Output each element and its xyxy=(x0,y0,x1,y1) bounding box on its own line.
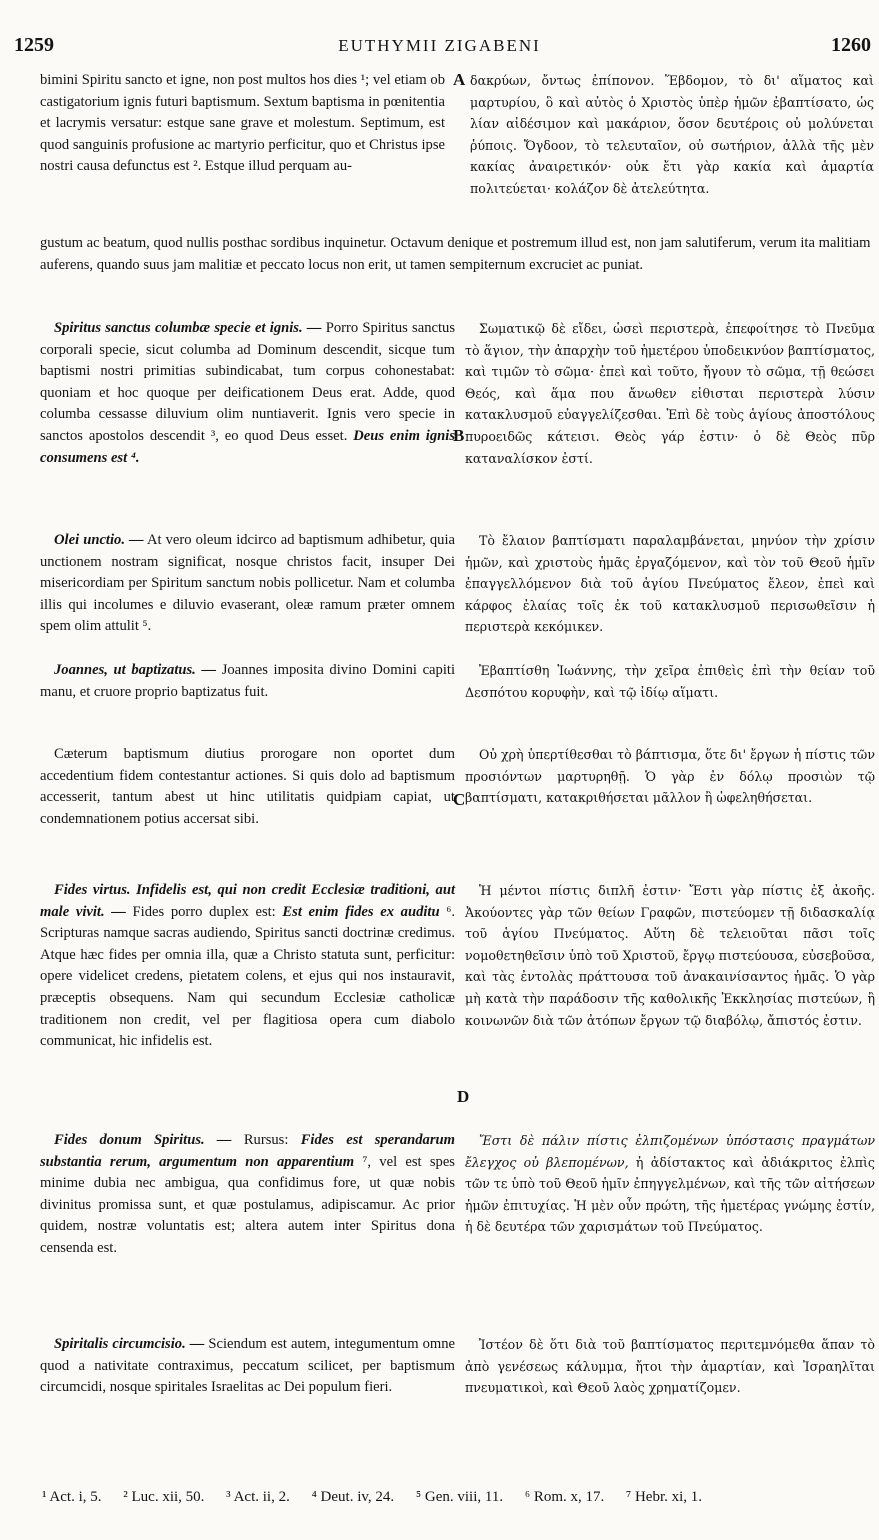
latin-text-joannes: Joannes imposita divino Domini capiti manu, et cruore proprio baptizatus fuit. xyxy=(40,662,455,700)
footnote-5: ⁵ Gen. viii, 11. xyxy=(415,1489,504,1505)
footnote-1: ¹ Act. i, 5. xyxy=(42,1489,102,1505)
running-title: EUTHYMII ZIGABENI xyxy=(338,36,541,55)
section-title-fides-donum: Fides donum Spiritus. — xyxy=(54,1132,232,1148)
latin-paragraph-caeterum: Cæterum baptismum diutius prorogare non oportet dum accedentium fidem contestantur actiones. Si quis dolo ad baptismum accesserit, tantum abest ut hinc utilitatis quidpiam capiat, ut condemnationem potius accersat sibi. xyxy=(40,746,455,827)
section-title-olei: Olei unctio. — xyxy=(54,532,144,548)
section-marker-d: D xyxy=(457,1087,470,1106)
greek-text-donum: ἡ ἀδίστακτος καὶ ἀδιάκριτος ἐλπὶς τῶν τε ὑπὸ τοῦ Θεοῦ ἡμῖν ἐπηγγελμένων, καὶ τῆς τῶν αἰτήσεων ἡμῶν ἐπιτυχίας. Ἡ μὲν οὖν πρώτη, τῆς ἡμετέρας γνώμης ἐστίν, ἡ δὲ δευτέρα τῶν χαρισμάτων τοῦ Πνεύματος. xyxy=(465,1154,875,1235)
greek-paragraph-fides-donum xyxy=(465,1130,875,1238)
latin-paragraph-fides xyxy=(40,880,455,1053)
latin-paragraph-1: bimini Spiritu sancto et igne, non post multos hos dies ¹; vel etiam ob castigatorium ignis futuri baptismum. Sextum baptisma in pœnitentia et lacrymis versatur: estque sane grave et molestum. Septimum, est quod sanguinis profusione ac martyrio perficitur, quo et Christus ipse nostri causa defunctus est ². Estque illud perquam au- xyxy=(40,72,445,175)
page-number-right: 1260 xyxy=(831,34,871,56)
latin-quote-hebr: Fides est sperandarum substantia rerum, argumentum non apparentium xyxy=(40,1132,455,1170)
greek-paragraph-spiritus: Σωματικῷ δὲ εἴδει, ὡσεὶ περιστερὰ, ἐπεφοίτησε τὸ Πνεῦμα τὸ ἅγιον, τὴν ἀπαρχὴν τοῦ ἡμετέρου ὑποδεικνύον βαπτίσματος, καὶ τιμῶν τὸ σῶμα· ἐπεὶ καὶ τοῦτο, ἤγουν τὸ σῶμα, τῇ θεώσει Θεός, καὶ ἅμα που ἄνωθεν εἰθισται περιστερὰ λύσιν κατακλυσμοῦ εὐαγγελίζεσθαι. Ἐπὶ δὲ τοὺς ἁγίους ἀποστόλους πυροειδῶς κάτεισι. Θεὸς γάρ ἐστιν· ὁ δὲ Θεὸς πῦρ καταναλίσκον ἐστί. xyxy=(465,321,875,466)
latin-quote-deus: Deus enim ignis consumens est ⁴. xyxy=(40,427,456,466)
latin-paragraph-circumcisio xyxy=(40,1334,455,1399)
section-title-spiritus: Spiritus sanctus columbæ specie et ignis. — xyxy=(54,320,322,336)
footnote-2: ² Luc. xii, 50. xyxy=(123,1489,205,1505)
section-marker-a: A xyxy=(453,70,466,89)
section-title-circumcisio: Spiritalis circumcisio. — xyxy=(54,1336,205,1352)
latin-paragraph-spiritus xyxy=(40,318,455,469)
latin-text-spiritus: Porro Spiritus sanctus corporali specie, sicut columba ad Dominum descendit, sicque tum baptismi nostri primitias subindicabat, tum corpus cohonestabat: quoniam et hoc quoque per deificationem Deus erat. Adde, quod columba cessasse diluvium olim nuntiaverit. Ignis vero specie in sanctos apostolos descendit ³, eo quod Deus esset. xyxy=(40,320,455,444)
latin-text-olei: At vero oleum idcirco ad baptismum adhibetur, quia unctionem nostram significat, nosque christos facit, insuper Dei misericordiam per Spiritum sanctum nobis pollicetur. Nam et columba illis qui incolumes e diluvio evaserant, oleæ ramum præter omnem spem olim attulit ⁵. xyxy=(40,532,455,635)
footnote-7: ⁷ Hebr. xi, 1. xyxy=(626,1489,703,1505)
latin-paragraph-1-continued: gustum ac beatum, quod nullis posthac sordibus inquinetur. Octavum denique et postremum illud est, non jam salutiferum, verum ita malitiam auferens, quando suus jam malitiæ et peccato locus non erit, ut tamen sempiternum excruciet ac puniat. xyxy=(40,235,871,273)
latin-text-donum-a: Rursus: xyxy=(243,1132,289,1148)
greek-paragraph-caeterum: Οὐ χρὴ ὑπερτίθεσθαι τὸ βάπτισμα, ὅτε δι' ἔργων ἡ πίστις τῶν προσιόντων μαρτυρηθῇ. Ὁ γὰρ ἐν δόλῳ προσιὼν τῷ βαπτίσματι, κατακριθήσεται μᾶλλον ἢ ὠφεληθήσεται. xyxy=(465,747,875,806)
latin-text-fides-a: Fides porro duplex est: xyxy=(132,903,276,920)
greek-paragraph-circumcisio: Ἰστέον δὲ ὅτι διὰ τοῦ βαπτίσματος περιτεμνόμεθα ἅπαν τὸ ἀπὸ γενέσεως κάλυμμα, ἤτοι τὴν ἁμαρτίαν, καὶ Ἰσραηλῖται πνευματικοὶ, καὶ Θεοῦ λαὸς χρηματίζομεν. xyxy=(465,1337,875,1396)
section-title-joannes: Joannes, ut baptizatus. — xyxy=(54,662,217,678)
section-title-fides: Fides virtus. Infidelis est, qui non credit Ecclesiæ traditioni, aut male vivit. — xyxy=(40,882,455,920)
page-number-left: 1259 xyxy=(14,34,54,56)
section-marker-c: C xyxy=(453,790,466,809)
footnote-3: ³ Act. ii, 2. xyxy=(226,1489,290,1505)
page-header xyxy=(0,30,879,64)
section-marker-b: B xyxy=(453,426,465,445)
footnote-6: ⁶ Rom. x, 17. xyxy=(524,1489,605,1505)
greek-paragraph-1: δακρύων, ὄντως ἐπίπονον. Ἕβδομον, τὸ δι' αἵματος καὶ μαρτυρίου, ὃ καὶ αὐτὸς ὁ Χριστὸς ὑπὲρ ἡμῶν ἐβαπτίσατο, ὡς λίαν αἰδέσιμον καὶ μακάριον, ὅσον δευτέροις οὐ μολύνεται ῥύποις. Ὄγδοον, τὸ τελευταῖον, οὐ σωτήριον, ἀλλὰ τῆς μὲν κακίας ἀναιρετικόν· οὐκ ἔτι γὰρ κακία καὶ ἁμαρτία πολιτεύεται· κολάζον δὲ ἀτελεύτητα. xyxy=(470,73,874,196)
latin-quote-fides: Est enim fides ex auditu xyxy=(282,903,440,920)
footnotes xyxy=(42,1486,872,1508)
latin-paragraph-olei xyxy=(40,530,455,638)
latin-text-circumcisio: Sciendum est autem, integumentum omne quod a nativitate contraximus, peccatum scilicet, per baptismum circumcidi, nosque spiritales Israelitas ac Dei populum fieri. xyxy=(40,1336,455,1396)
latin-text-donum-c: ⁷, vel est spes minime dubia nec ambigua, qua confidimus fore, ut quæ nobis divinitus promissa sunt, et quæ postulamus, adipiscamur. Ac prior quidem, nostræ voluntatis est; altera autem inter Spiritus dona censenda est. xyxy=(40,1153,455,1256)
greek-paragraph-fides: Ἡ μέντοι πίστις διπλῆ ἐστιν· Ἔστι γὰρ πίστις ἐξ ἀκοῆς. Ἀκούοντες γὰρ τῶν θείων Γραφῶν, πιστεύομεν τῇ διδασκαλίᾳ τοῦ ἁγίου Πνεύματος. Αὕτη δὲ τελειοῦται πᾶσι τοῖς νομοθετηθεῖσιν ὑπὸ τοῦ Χριστοῦ, ἔργῳ πιστεύουσα, εὐσεβοῦσα, καὶ τὰς ἐντολὰς πράττουσα τοῦ ἀνακαινίσαντος ἡμᾶς. Ὁ γὰρ μὴ κατὰ τὴν παράδοσιν τῆς καθολικῆς Ἐκκλησίας πιστεύων, ἢ κοινωνῶν διὰ τῶν ἀτόπων ἔργων τῷ διαβόλῳ, ἄπιστός ἐστιν. xyxy=(465,883,875,1028)
latin-text-fides-c: ⁶. Scripturas namque sacras audiendo, Spiritus sancti doctrinæ credimus. Atque hæc fides per omnia illa, quæ a Christo statuta sunt, perficitur: opere videlicet credens, pietatem colens, et ejus qui nos instauravit, præceptis obsequens. Nam qui secundum Ecclesiæ catholicæ traditionem non credit, vel per flagitiosa opera cum diabolo communicat, hic infidelis est. xyxy=(40,903,456,1050)
footnote-4: ⁴ Deut. iv, 24. xyxy=(311,1489,395,1505)
greek-paragraph-olei: Τὸ ἔλαιον βαπτίσματι παραλαμβάνεται, μηνύον τὴν χρίσιν ἡμῶν, καὶ χριστοὺς ἡμᾶς ἐργαζόμενον, καὶ τὸν τοῦ Θεοῦ ἡμῖν ἐπαγγελλόμενον διὰ τοῦ ἁγίου Πνεύματος ἔλεον, ἐπεὶ καὶ κάρφος ἐλαίας τοῖς ἐκ τοῦ κατακλυσμοῦ περισωθεῖσιν ἡ περιστερὰ κεκόμικεν. xyxy=(465,533,875,635)
greek-quote-hebr: Ἔστι δὲ πάλιν πίστις ἐλπιζομένων ὑπόστασις πραγμάτων ἔλεγχος οὐ βλεπομένων, xyxy=(465,1133,875,1170)
latin-paragraph-joannes xyxy=(40,660,455,703)
greek-paragraph-joannes: Ἐβαπτίσθη Ἰωάννης, τὴν χεῖρα ἐπιθεὶς ἐπὶ τὴν θείαν τοῦ Δεσπότου κορυφὴν, καὶ τῷ ἰδίῳ αἵματι. xyxy=(465,663,875,700)
latin-paragraph-fides-donum xyxy=(40,1130,455,1260)
